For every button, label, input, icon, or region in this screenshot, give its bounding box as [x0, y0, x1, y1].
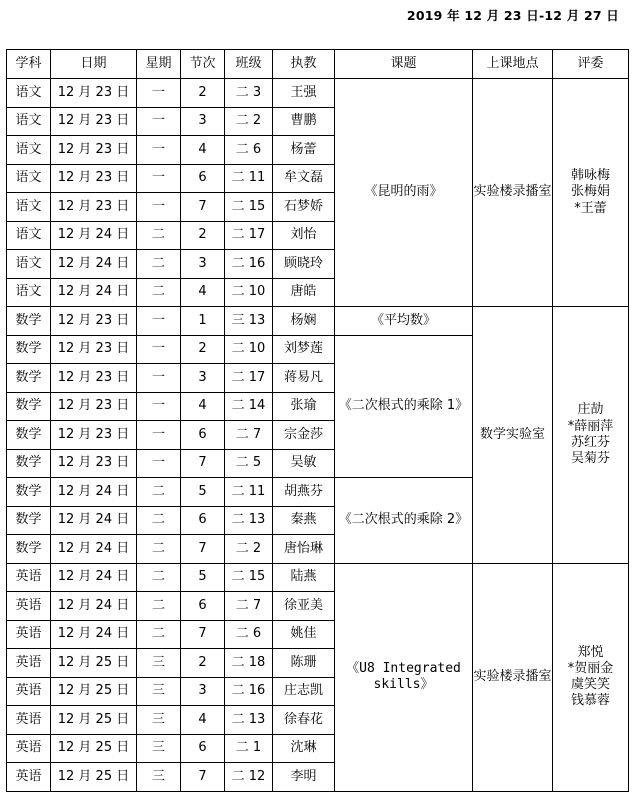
cell-period: 4: [181, 706, 225, 735]
cell-subject: 语文: [7, 221, 51, 250]
cell-class: 二 7: [225, 421, 273, 450]
cell-weekday: 三: [137, 734, 181, 763]
cell-teacher: 张瑜: [273, 392, 335, 421]
topic-cell: 《U8 Integrated skills》: [335, 563, 473, 791]
judge-name: 张梅娟: [570, 184, 610, 200]
cell-weekday: 三: [137, 649, 181, 678]
cell-class: 二 10: [225, 335, 273, 364]
cell-teacher: 徐春花: [273, 706, 335, 735]
cell-date: 12 月 25 日: [51, 734, 137, 763]
judges-cell: [553, 79, 629, 307]
cell-period: 2: [181, 221, 225, 250]
cell-weekday: 一: [137, 107, 181, 136]
cell-period: 6: [181, 592, 225, 621]
cell-period: 6: [181, 164, 225, 193]
cell-date: 12 月 23 日: [51, 335, 137, 364]
cell-period: 6: [181, 506, 225, 535]
cell-teacher: 吴敏: [273, 449, 335, 478]
cell-period: 4: [181, 278, 225, 307]
cell-class: 二 16: [225, 677, 273, 706]
cell-subject: 语文: [7, 164, 51, 193]
cell-teacher: 曹鹏: [273, 107, 335, 136]
cell-date: 12 月 24 日: [51, 563, 137, 592]
cell-teacher: 沈琳: [273, 734, 335, 763]
cell-period: 7: [181, 535, 225, 564]
cell-period: 6: [181, 734, 225, 763]
cell-teacher: 蒋易凡: [273, 364, 335, 393]
topic-cell: 《平均数》: [335, 307, 473, 336]
judge-name: *薛丽萍: [567, 418, 614, 434]
cell-date: 12 月 23 日: [51, 421, 137, 450]
date-range: 2019 年 12 月 23 日-12 月 27 日: [406, 8, 619, 23]
judges-cell: [553, 563, 629, 791]
cell-class: 二 17: [225, 221, 273, 250]
cell-class: 二 2: [225, 107, 273, 136]
judge-name: 吴菊芬: [570, 451, 610, 466]
cell-teacher: 陆燕: [273, 563, 335, 592]
cell-teacher: 杨蕾: [273, 136, 335, 165]
cell-weekday: 二: [137, 592, 181, 621]
cell-teacher: 胡燕芬: [273, 478, 335, 507]
cell-date: 12 月 24 日: [51, 535, 137, 564]
judge-name: 庄劼: [577, 402, 604, 418]
schedule-table: [6, 49, 629, 792]
cell-class: 二 12: [225, 763, 273, 792]
header-period: 节次: [181, 50, 225, 79]
cell-weekday: 一: [137, 421, 181, 450]
cell-subject: 数学: [7, 478, 51, 507]
table-row: [7, 79, 629, 108]
cell-weekday: 二: [137, 278, 181, 307]
cell-subject: 数学: [7, 535, 51, 564]
header-subject: 学科: [7, 50, 51, 79]
cell-class: 二 11: [225, 478, 273, 507]
cell-class: 二 17: [225, 364, 273, 393]
cell-period: 7: [181, 763, 225, 792]
cell-weekday: 一: [137, 449, 181, 478]
cell-date: 12 月 23 日: [51, 364, 137, 393]
cell-period: 2: [181, 335, 225, 364]
cell-period: 2: [181, 649, 225, 678]
cell-class: 二 13: [225, 506, 273, 535]
cell-teacher: 庄志凯: [273, 677, 335, 706]
cell-subject: 数学: [7, 335, 51, 364]
cell-period: 2: [181, 79, 225, 108]
topic-cell: 《昆明的雨》: [335, 79, 473, 307]
cell-date: 12 月 23 日: [51, 164, 137, 193]
cell-subject: 英语: [7, 734, 51, 763]
cell-date: 12 月 24 日: [51, 592, 137, 621]
cell-weekday: 一: [137, 193, 181, 222]
cell-teacher: 徐亚美: [273, 592, 335, 621]
cell-period: 3: [181, 364, 225, 393]
cell-weekday: 三: [137, 706, 181, 735]
cell-period: 5: [181, 563, 225, 592]
cell-teacher: 牟文磊: [273, 164, 335, 193]
header-class: 班级: [225, 50, 273, 79]
cell-weekday: 三: [137, 763, 181, 792]
cell-period: 7: [181, 193, 225, 222]
cell-period: 6: [181, 421, 225, 450]
cell-weekday: 一: [137, 136, 181, 165]
cell-subject: 英语: [7, 563, 51, 592]
cell-teacher: 唐怡琳: [273, 535, 335, 564]
cell-date: 12 月 24 日: [51, 278, 137, 307]
cell-subject: 英语: [7, 592, 51, 621]
cell-date: 12 月 24 日: [51, 221, 137, 250]
cell-date: 12 月 25 日: [51, 706, 137, 735]
cell-period: 4: [181, 136, 225, 165]
cell-class: 二 6: [225, 620, 273, 649]
cell-date: 12 月 25 日: [51, 677, 137, 706]
cell-class: 二 2: [225, 535, 273, 564]
cell-weekday: 二: [137, 478, 181, 507]
cell-subject: 数学: [7, 449, 51, 478]
cell-class: 二 13: [225, 706, 273, 735]
cell-period: 7: [181, 449, 225, 478]
cell-teacher: 陈珊: [273, 649, 335, 678]
topic-cell: 《二次根式的乘除 1》: [335, 335, 473, 478]
judges-cell: [553, 307, 629, 564]
judge-name: 苏红芬: [570, 434, 610, 450]
cell-class: 二 5: [225, 449, 273, 478]
cell-class: 二 16: [225, 250, 273, 279]
cell-class: 二 3: [225, 79, 273, 108]
cell-subject: 数学: [7, 364, 51, 393]
cell-teacher: 杨娴: [273, 307, 335, 336]
cell-subject: 语文: [7, 136, 51, 165]
location-cell: 实验楼录播室: [473, 563, 553, 791]
table-row: [7, 307, 629, 336]
table-row: [7, 563, 629, 592]
cell-teacher: 姚佳: [273, 620, 335, 649]
cell-subject: 数学: [7, 421, 51, 450]
cell-weekday: 一: [137, 364, 181, 393]
cell-class: 二 1: [225, 734, 273, 763]
cell-class: 二 10: [225, 278, 273, 307]
judge-name: 郑悦: [577, 644, 604, 660]
cell-class: 二 15: [225, 563, 273, 592]
cell-weekday: 二: [137, 535, 181, 564]
cell-period: 1: [181, 307, 225, 336]
cell-date: 12 月 24 日: [51, 506, 137, 535]
cell-subject: 英语: [7, 763, 51, 792]
cell-subject: 语文: [7, 79, 51, 108]
cell-date: 12 月 24 日: [51, 250, 137, 279]
cell-date: 12 月 23 日: [51, 307, 137, 336]
cell-weekday: 二: [137, 506, 181, 535]
cell-teacher: 刘梦莲: [273, 335, 335, 364]
cell-date: 12 月 25 日: [51, 763, 137, 792]
judge-name: 韩咏梅: [570, 168, 610, 184]
cell-weekday: 二: [137, 221, 181, 250]
cell-subject: 语文: [7, 193, 51, 222]
cell-teacher: 宗金莎: [273, 421, 335, 450]
cell-date: 12 月 23 日: [51, 107, 137, 136]
judge-name: 钱慕蓉: [570, 693, 610, 709]
cell-weekday: 三: [137, 677, 181, 706]
header-location: 上课地点: [473, 50, 553, 79]
cell-period: 4: [181, 392, 225, 421]
cell-period: 7: [181, 620, 225, 649]
cell-class: 三 13: [225, 307, 273, 336]
header-topic: 课题: [335, 50, 473, 79]
cell-subject: 语文: [7, 250, 51, 279]
cell-teacher: 唐皓: [273, 278, 335, 307]
header-weekday: 星期: [137, 50, 181, 79]
cell-subject: 数学: [7, 392, 51, 421]
cell-date: 12 月 24 日: [51, 478, 137, 507]
cell-class: 二 18: [225, 649, 273, 678]
cell-class: 二 14: [225, 392, 273, 421]
cell-subject: 语文: [7, 278, 51, 307]
topic-cell: 《二次根式的乘除 2》: [335, 478, 473, 564]
cell-teacher: 刘怡: [273, 221, 335, 250]
cell-weekday: 一: [137, 335, 181, 364]
cell-subject: 数学: [7, 307, 51, 336]
cell-date: 12 月 23 日: [51, 449, 137, 478]
cell-date: 12 月 24 日: [51, 620, 137, 649]
cell-class: 二 11: [225, 164, 273, 193]
header-date: 日期: [51, 50, 137, 79]
cell-date: 12 月 23 日: [51, 193, 137, 222]
header-row: [7, 50, 629, 79]
cell-teacher: 李明: [273, 763, 335, 792]
cell-subject: 英语: [7, 677, 51, 706]
header-teacher: 执教: [273, 50, 335, 79]
location-cell: 数学实验室: [473, 307, 553, 564]
cell-subject: 英语: [7, 649, 51, 678]
cell-weekday: 二: [137, 250, 181, 279]
cell-subject: 英语: [7, 620, 51, 649]
cell-subject: 数学: [7, 506, 51, 535]
cell-teacher: 王强: [273, 79, 335, 108]
cell-period: 5: [181, 478, 225, 507]
cell-subject: 语文: [7, 107, 51, 136]
cell-period: 3: [181, 677, 225, 706]
cell-weekday: 二: [137, 620, 181, 649]
judge-name: *贺丽金: [567, 660, 614, 676]
cell-period: 3: [181, 250, 225, 279]
judge-name: 虞笑笑: [570, 677, 610, 692]
cell-weekday: 一: [137, 164, 181, 193]
cell-class: 二 6: [225, 136, 273, 165]
cell-subject: 英语: [7, 706, 51, 735]
judge-name: *王蕾: [574, 200, 607, 216]
cell-teacher: 顾晓玲: [273, 250, 335, 279]
cell-date: 12 月 23 日: [51, 136, 137, 165]
cell-date: 12 月 23 日: [51, 79, 137, 108]
location-cell: 实验楼录播室: [473, 79, 553, 307]
cell-weekday: 一: [137, 392, 181, 421]
header-judges: 评委: [553, 50, 629, 79]
cell-teacher: 秦燕: [273, 506, 335, 535]
cell-teacher: 石梦娇: [273, 193, 335, 222]
cell-date: 12 月 25 日: [51, 649, 137, 678]
cell-class: 二 7: [225, 592, 273, 621]
cell-date: 12 月 23 日: [51, 392, 137, 421]
cell-weekday: 一: [137, 79, 181, 108]
cell-class: 二 15: [225, 193, 273, 222]
cell-weekday: 一: [137, 307, 181, 336]
cell-period: 3: [181, 107, 225, 136]
schedule-body: [7, 79, 629, 792]
cell-weekday: 二: [137, 563, 181, 592]
